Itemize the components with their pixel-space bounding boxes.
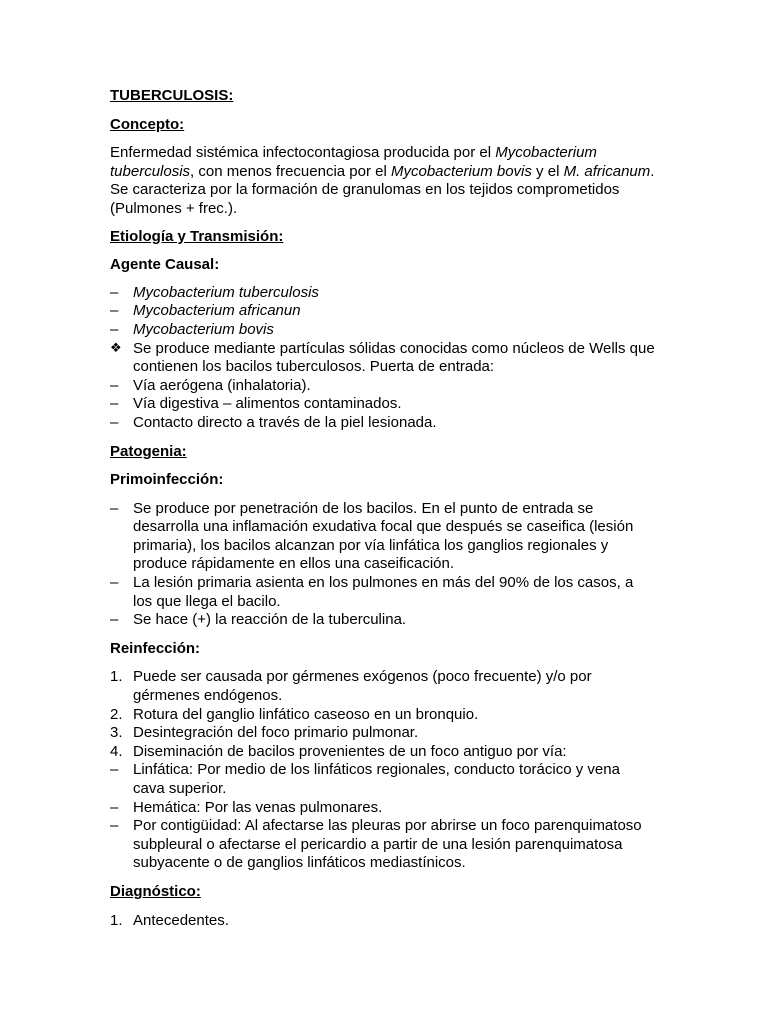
list-item bbox=[110, 377, 655, 396]
list-item bbox=[110, 912, 655, 931]
list-item-text: Mycobacterium africanun bbox=[133, 302, 301, 320]
concepto-paragraph bbox=[110, 144, 655, 218]
number-marker: 3. bbox=[110, 724, 123, 742]
list-item-text: Puede ser causada por gérmenes exógenos (poco frecuente) y/o por gérmenes endógenos. bbox=[133, 668, 592, 705]
number-marker: 1. bbox=[110, 911, 123, 929]
concepto-run: . Se caracteriza por la formación de granulomas en los tejidos comprometidos (Pulmones + frec.). bbox=[110, 162, 655, 217]
document-title: TUBERCULOSIS: bbox=[110, 87, 234, 104]
list-item-text: Vía digestiva – alimentos contaminados. bbox=[133, 395, 402, 413]
agente-causal-heading: Agente Causal: bbox=[110, 256, 220, 274]
reinfeccion-heading: Reinfección: bbox=[110, 639, 201, 657]
dash-bullet: – bbox=[110, 320, 119, 338]
list-item-text: Mycobacterium tuberculosis bbox=[133, 283, 319, 301]
diagnostico-list bbox=[110, 912, 655, 931]
list-item-text: Contacto directo a través de la piel lesionada. bbox=[133, 413, 437, 431]
concepto-run-italic: Mycobacterium bovis bbox=[391, 162, 532, 180]
list-item bbox=[110, 321, 655, 340]
list-item-text: Se produce mediante partículas sólidas conocidas como núcleos de Wells que contienen los bacilos tuberculosos. Puerta de entrada: bbox=[133, 339, 655, 376]
list-item bbox=[110, 574, 655, 611]
list-item bbox=[110, 414, 655, 433]
dash-bullet: – bbox=[110, 574, 119, 592]
list-item-text: Linfática: Por medio de los linfáticos regionales, conducto torácico y vena cava superior. bbox=[133, 761, 620, 797]
primoinfeccion-list bbox=[110, 500, 655, 630]
number-marker: 1. bbox=[110, 668, 123, 686]
list-item bbox=[110, 302, 655, 321]
number-marker: 2. bbox=[110, 705, 123, 723]
list-item-text: Mycobacterium bovis bbox=[133, 320, 274, 338]
list-item bbox=[110, 395, 655, 414]
list-item bbox=[110, 817, 655, 873]
concepto-run-italic: M. africanum bbox=[563, 162, 651, 180]
dash-bullet: – bbox=[110, 376, 119, 394]
dash-bullet: – bbox=[110, 413, 119, 431]
list-item-text: Hemática: Por las venas pulmonares. bbox=[133, 798, 383, 816]
agente-causal-list bbox=[110, 284, 655, 433]
list-item bbox=[110, 761, 655, 798]
list-item-text: Se hace (+) la reacción de la tuberculina. bbox=[133, 611, 407, 629]
list-item-text: La lesión primaria asienta en los pulmones en más del 90% de los casos, a los que llega el bacilo. bbox=[133, 574, 634, 610]
list-item bbox=[110, 724, 655, 743]
concepto-run-italic: Mycobacterium tuberculosis bbox=[110, 144, 597, 180]
diagnostico-heading: Diagnóstico: bbox=[110, 882, 201, 900]
dash-bullet: – bbox=[110, 761, 119, 779]
dash-bullet: – bbox=[110, 283, 119, 301]
list-item-text: Por contigüidad: Al afectarse las pleuras por abrirse un foco parenquimatoso subpleural o afectarse el pericardio a partir de una lesión parenquimatosa subyacente o de ganglios linfáticos mediastínicos. bbox=[133, 817, 642, 872]
list-item-text: Rotura del ganglio linfático caseoso en un bronquio. bbox=[133, 705, 479, 723]
dash-bullet: – bbox=[110, 798, 119, 816]
concepto-run: , con menos frecuencia por el bbox=[190, 162, 391, 180]
patogenia-heading: Patogenia: bbox=[110, 442, 187, 460]
list-item bbox=[110, 706, 655, 725]
list-item bbox=[110, 284, 655, 303]
reinfeccion-list bbox=[110, 668, 655, 873]
list-item-text: Vía aerógena (inhalatoria). bbox=[133, 376, 311, 394]
dash-bullet: – bbox=[110, 395, 119, 413]
list-item-text: Diseminación de bacilos provenientes de un foco antiguo por vía: bbox=[133, 742, 567, 760]
list-item-text: Antecedentes. bbox=[133, 911, 229, 929]
list-item-text: Desintegración del foco primario pulmonar. bbox=[133, 724, 419, 742]
list-item-text: Se produce por penetración de los bacilos. En el punto de entrada se desarrolla una inflamación exudativa focal que después se caseifica (lesión primaria), los bacilos alcanzan por vía linfática los ganglios regionales y produce rápidamente en ellos una caseificación. bbox=[133, 499, 634, 573]
number-marker: 4. bbox=[110, 742, 123, 760]
concepto-run: Enfermedad sistémica infectocontagiosa producida por el bbox=[110, 144, 496, 162]
primoinfeccion-heading: Primoinfección: bbox=[110, 471, 224, 489]
concepto-heading: Concepto: bbox=[110, 115, 185, 133]
document-body bbox=[110, 87, 655, 930]
etiologia-heading: Etiología y Transmisión: bbox=[110, 227, 284, 245]
dash-bullet: – bbox=[110, 817, 119, 835]
concepto-run: y el bbox=[531, 162, 564, 180]
list-item bbox=[110, 799, 655, 818]
dash-bullet: – bbox=[110, 611, 119, 629]
list-item bbox=[110, 743, 655, 762]
dash-bullet: – bbox=[110, 499, 119, 517]
list-item bbox=[110, 500, 655, 574]
list-item bbox=[110, 340, 655, 377]
list-item bbox=[110, 611, 655, 630]
dash-bullet: – bbox=[110, 302, 119, 320]
diamond-bullet-icon: ❖ bbox=[110, 340, 122, 356]
list-item bbox=[110, 668, 655, 705]
